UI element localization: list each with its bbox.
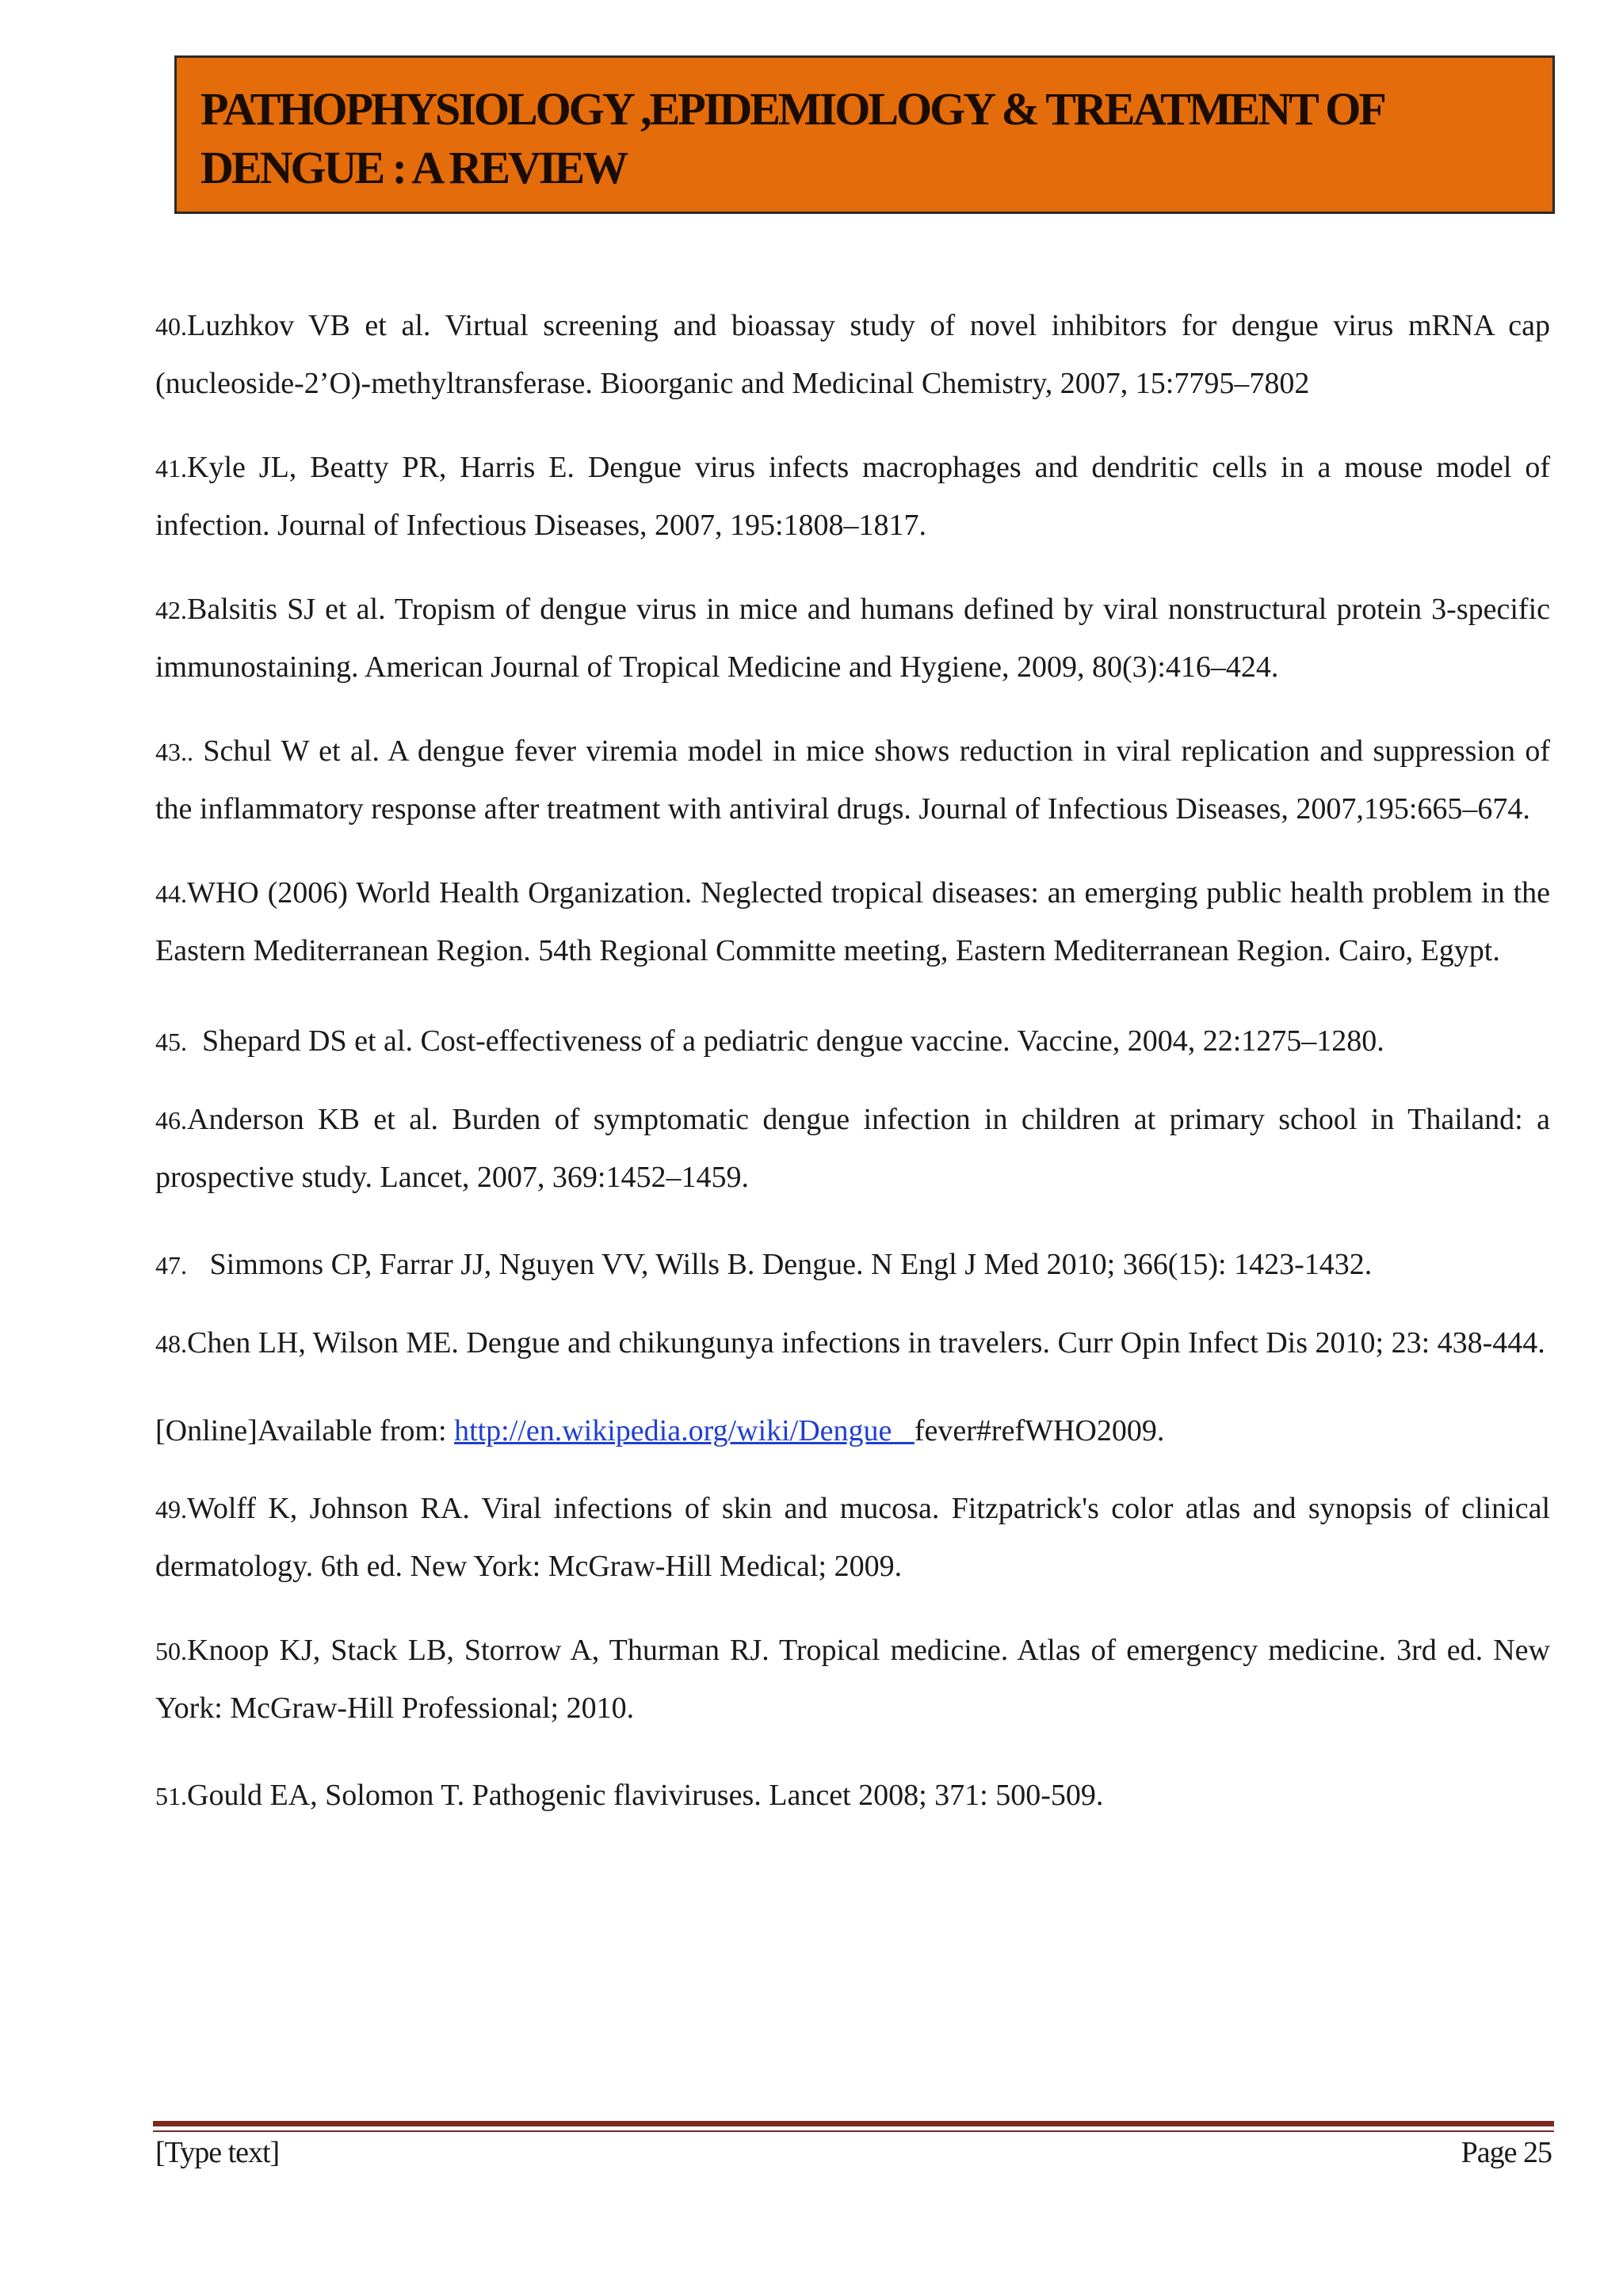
reference-43	[155, 723, 1550, 837]
online-prefix: [Online]Available from:	[155, 1414, 455, 1447]
reference-text: WHO (2006) World Health Organization. Neglected tropical diseases: an emerging public health problem in the Eastern Mediterranean Region. 54th Regional Committe meeting, Eastern Mediterranean Region. Cairo, Egypt.	[155, 876, 1550, 967]
wikipedia-link[interactable]: http://en.wikipedia.org/wiki/Dengue_	[454, 1414, 915, 1447]
online-availability	[155, 1402, 1550, 1459]
footer-left-text: [Type text]	[155, 2136, 280, 2169]
reference-text: Chen LH, Wilson ME. Dengue and chikungunya infections in travelers. Curr Opin Infect Dis 2010; 23: 438-444.	[187, 1326, 1545, 1360]
reference-number: 42.	[155, 596, 187, 624]
reference-47	[155, 1236, 1550, 1294]
reference-text: Shepard DS et al. Cost-effectiveness of a pediatric dengue vaccine. Vaccine, 2004, 22:1275–1280.	[187, 1024, 1384, 1058]
reference-number: 41.	[155, 454, 187, 482]
page-title	[200, 80, 1529, 197]
reference-number: 48.	[155, 1329, 187, 1358]
title-line-1: PATHOPHYSIOLOGY ,EPIDEMIOLOGY & TREATMENT OF	[200, 83, 1384, 135]
reference-text: Balsitis SJ et al. Tropism of dengue virus in mice and humans defined by viral nonstructural protein 3-specific immunostaining. American Journal of Tropical Medicine and Hygiene, 2009, 80(3):416–424.	[155, 593, 1550, 684]
reference-44	[155, 864, 1550, 979]
reference-text: Luzhkov VB et al. Virtual screening and bioassay study of novel inhibitors for dengue virus mRNA cap (nucleoside-2’O)-methyltransferase. Bioorganic and Medicinal Chemistry, 2007, 15:7795–7802	[155, 309, 1550, 400]
reference-number: 43..	[155, 738, 193, 766]
reference-45	[155, 1013, 1550, 1070]
reference-text: Schul W et al. A dengue fever viremia model in mice shows reduction in viral replication and suppression of the inflammatory response after treatment with antiviral drugs. Journal of Infectious Diseases, 2007,195:665–674.	[155, 734, 1550, 826]
footer-rule-thin	[153, 2130, 1554, 2132]
reference-48	[155, 1314, 1550, 1372]
footer-rule-thick	[153, 2121, 1554, 2126]
reference-number: 50.	[155, 1637, 187, 1665]
reference-text: Kyle JL, Beatty PR, Harris E. Dengue virus infects macrophages and dendritic cells in a mouse model of infection. Journal of Infectious Diseases, 2007, 195:1808–1817.	[155, 451, 1550, 542]
reference-41	[155, 439, 1550, 554]
reference-50	[155, 1622, 1550, 1737]
reference-number: 44.	[155, 879, 187, 908]
reference-list	[155, 297, 1550, 1825]
title-line-2: DENGUE : A REVIEW	[200, 142, 627, 193]
reference-number: 40.	[155, 312, 187, 341]
reference-text: Knoop KJ, Stack LB, Storrow A, Thurman RJ. Tropical medicine. Atlas of emergency medicine. 3rd ed. New York: McGraw-Hill Professional; 2010.	[155, 1634, 1550, 1725]
reference-text: Anderson KB et al. Burden of symptomatic dengue infection in children at primary school in Thailand: a prospective study. Lancet, 2007, 369:1452–1459.	[155, 1103, 1550, 1194]
reference-42	[155, 581, 1550, 696]
reference-number: 51.	[155, 1782, 187, 1810]
reference-text: Gould EA, Solomon T. Pathogenic flaviviruses. Lancet 2008; 371: 500-509.	[187, 1779, 1104, 1812]
reference-number: 49.	[155, 1495, 187, 1524]
reference-49	[155, 1480, 1550, 1595]
reference-number: 47.	[155, 1251, 187, 1280]
reference-46	[155, 1091, 1550, 1206]
reference-number: 46.	[155, 1106, 187, 1135]
online-suffix: fever#refWHO2009.	[914, 1414, 1165, 1447]
reference-text: Simmons CP, Farrar JJ, Nguyen VV, Wills B. Dengue. N Engl J Med 2010; 366(15): 1423-1432.	[187, 1248, 1373, 1281]
reference-number: 45.	[155, 1028, 187, 1056]
reference-51	[155, 1767, 1550, 1825]
header-banner	[174, 55, 1555, 214]
reference-40	[155, 297, 1550, 412]
page-number: Page 25	[1461, 2136, 1552, 2169]
reference-text: Wolff K, Johnson RA. Viral infections of skin and mucosa. Fitzpatrick's color atlas and synopsis of clinical dermatology. 6th ed. New York: McGraw-Hill Medical; 2009.	[155, 1492, 1550, 1583]
